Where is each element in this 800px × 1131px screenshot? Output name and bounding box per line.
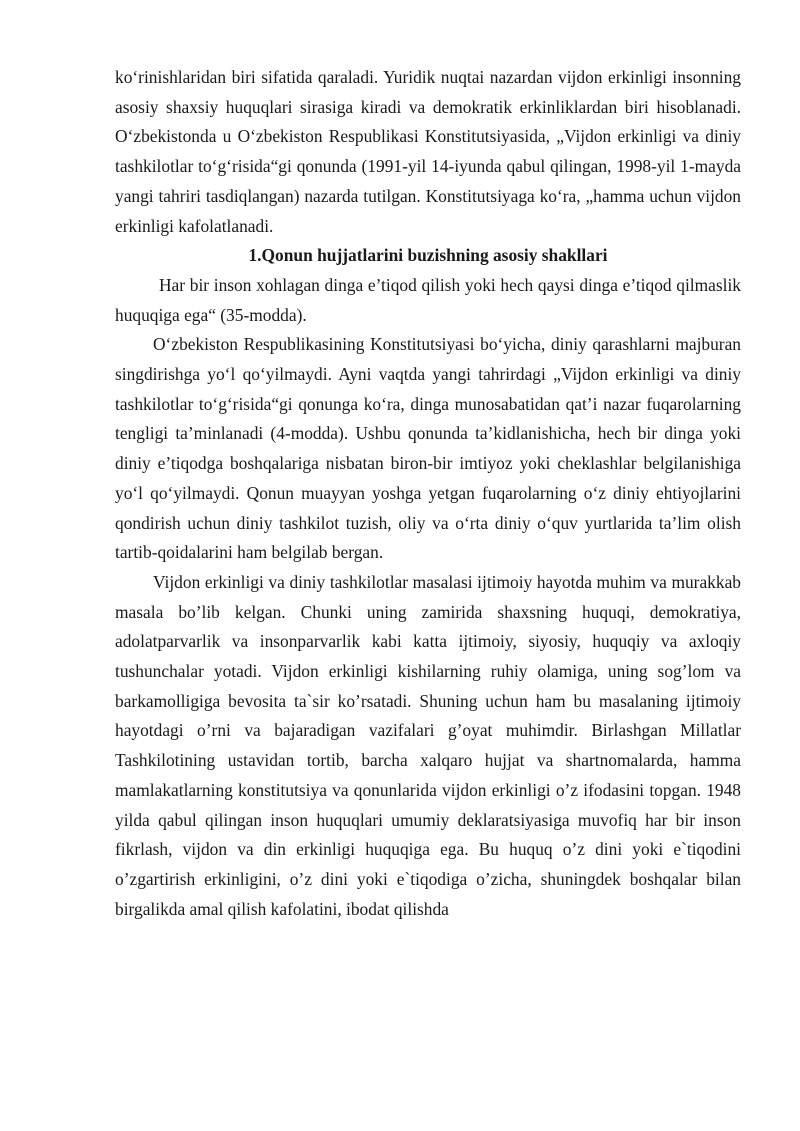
paragraph-constitution-quote: Har bir inson xohlagan dinga e’tiqod qilish yoki hech qaysi dinga e’tiqod qilmaslik huquqiga ega“ (35-modda). (115, 274, 741, 325)
section-heading: 1.Qonun hujjatlarini buzishning asosiy shakllari (248, 245, 608, 266)
paragraph-freedom-of-conscience: Vijdon erkinligi va diniy tashkilotlar masalasi ijtimoiy hayotda muhim va murakkab masala bo’lib kelgan. Chunki uning zamirida shaxsning huquqi, demokratiya, adolatparvarlik va insonparvarlik kabi katta ijtimoiy, siyosiy, huquqiy va axloqiy tushunchalar yotadi. Vijdon erkinligi kishilarning ruhiy olamiga, uning sog’lom va barkamolligiga bevosita ta`sir ko’rsatadi. Shuning uchun ham bu masalaning ijtimoiy hayotdagi o’rni va bajaradigan vazifalari g’oyat muhimdir. Birlashgan Millatlar Tashkilotining ustavidan tortib, barcha xalqaro hujjat va shartnomalarda, hamma mamlakatlarning konstitutsiya va qonunlarida vijdon erkinligi o’z ifodasini topgan. 1948 yilda qabul qilingan inson huquqlari umumiy deklaratsiyasiga muvofiq har bir inson fikrlash, vijdon va din erkinligi huquqiga ega. Bu huquq o’z dini yoki e`tiqodini o’zgartirish erkinligini, o’z dini yoki e`tiqodiga o’zicha, shuningdek boshqalar bilan birgalikda amal qilish kafolatini, ibodat qilishda (115, 571, 741, 919)
paragraph-intro: ko‘rinishlaridan biri sifatida qaraladi. Yuridik nuqtai nazardan vijdon erkinligi insonning asosiy shaxsiy huquqlari sirasiga kiradi va demokratik erkinliklardan biri hisoblanadi. O‘zbekistonda u O‘zbekiston Respublikasi Konstitutsiyasida, „Vijdon erkinligi va diniy tashkilotlar to‘g‘risida“gi qonunda (1991-yil 14-iyunda qabul qilingan, 1998-yil 1-mayda yangi tahriri tasdiqlangan) nazarda tutilgan. Konstitutsiyaga ko‘ra, „hamma uchun vijdon erkinligi kafolatlanadi. (115, 67, 741, 236)
document-page (115, 63, 741, 924)
paragraph-constitution-law: O‘zbekiston Respublikasining Konstitutsiyasi bo‘yicha, diniy qarashlarni majburan singdirishga yo‘l qo‘yilmaydi. Ayni vaqtda yangi tahrirdagi „Vijdon erkinligi va diniy tashkilotlar to‘g‘risida“gi qonunga ko‘ra, dinga munosabatidan qat’i nazar fuqarolarning tengligi ta’minlanadi (4-modda). Ushbu qonunda ta’kidlanishicha, hech bir dinga yoki diniy e’tiqodga boshqalariga nisbatan biron-bir imtiyoz yoki cheklashlar belgilanishiga yo‘l qo‘yilmaydi. Qonun muayyan yoshga yetgan fuqarolarning o‘z diniy ehtiyojlarini qondirish uchun diniy tashkilot tuzish, oliy va o‘rta diniy o‘quv yurtlarida ta’lim olish tartib-qoidalarini ham belgilab bergan. (115, 334, 741, 563)
